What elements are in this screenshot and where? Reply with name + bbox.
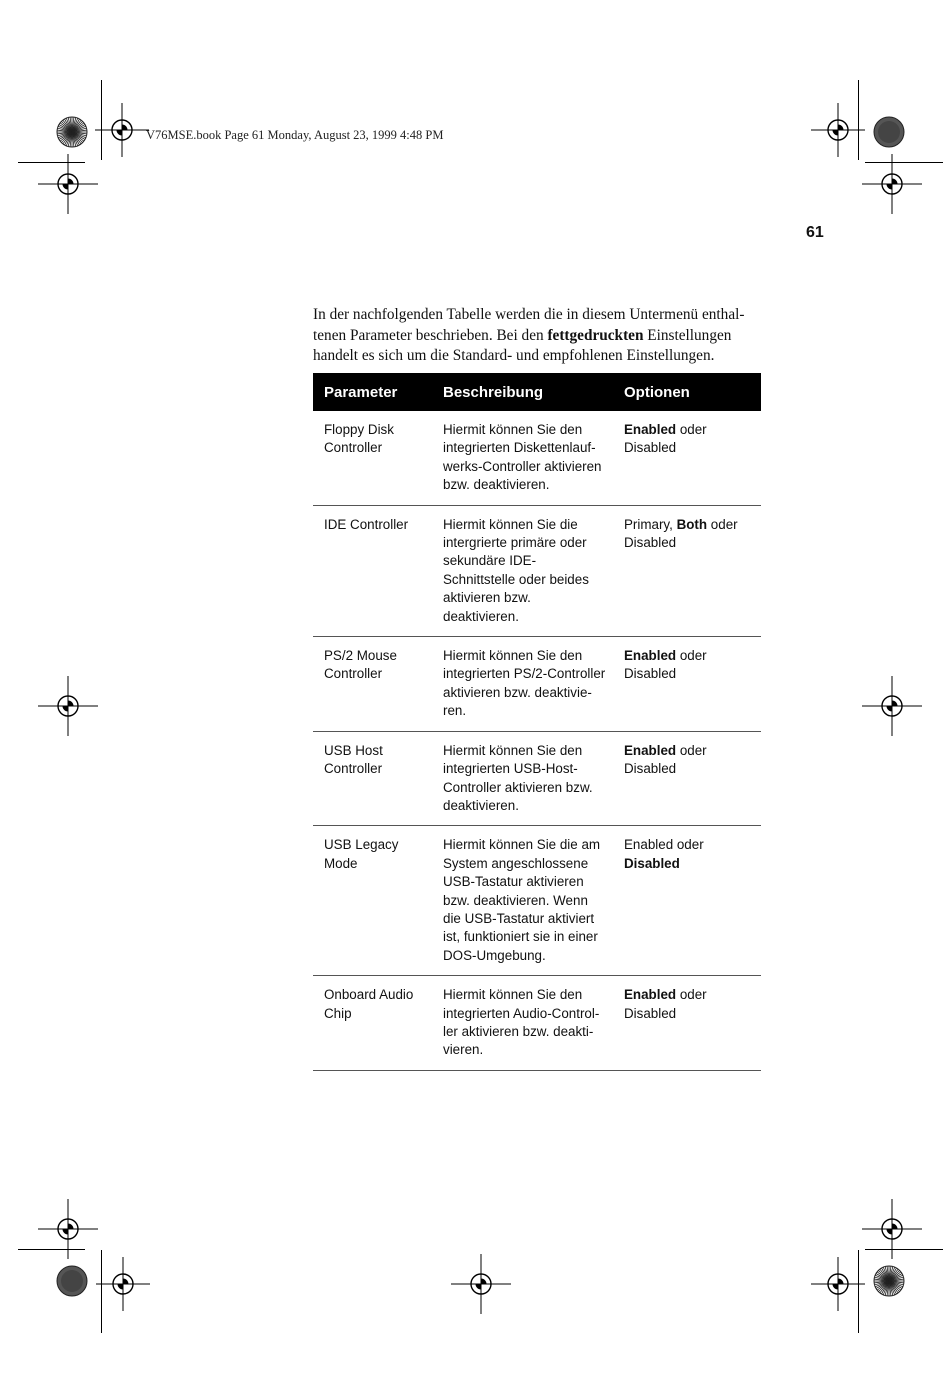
cell-description: Hiermit können Sie den integrierten Audio-Control-ler aktivieren bzw. deakti-vieren. <box>432 976 613 1071</box>
intro-text-1: In der nachfolgenden Tabelle werden die in diesem Untermenü enthal-tenen Parameter beschrieben. Bei den <box>313 306 745 344</box>
option-default: Enabled <box>624 648 677 664</box>
intro-paragraph <box>313 305 763 367</box>
option-default: Enabled <box>624 422 677 437</box>
cell-description: Hiermit können Sie den integrierten USB-Host-Controller aktivieren bzw. deaktivieren. <box>432 731 613 826</box>
print-header: V76MSE.book Page 61 Monday, August 23, 1999 4:48 PM <box>146 128 444 142</box>
registration-crosshair-icon <box>811 103 865 157</box>
table-row <box>313 411 761 505</box>
option-text: Primary, <box>624 516 677 532</box>
cell-options <box>613 411 761 505</box>
gray-disc-icon <box>56 1265 88 1297</box>
registration-crosshair-icon <box>811 1257 865 1311</box>
table-row <box>313 505 761 636</box>
registration-crosshair-icon <box>38 1199 98 1259</box>
option-default: Both <box>676 516 708 532</box>
header-parameter: Parameter <box>313 373 432 411</box>
intro-bold-text: fettgedruckten <box>547 326 644 344</box>
registration-crosshair-icon <box>96 1257 150 1311</box>
parameter-table <box>313 373 761 1071</box>
table-row <box>313 637 761 732</box>
table-row <box>313 731 761 826</box>
table-row <box>313 826 761 976</box>
cell-description: Hiermit können Sie die intergrierte primäre oder sekundäre IDE-Schnittstelle oder beides aktivieren bzw. deaktivieren. <box>432 505 613 636</box>
cell-options <box>613 826 761 976</box>
option-text: oder Disabled <box>624 516 738 551</box>
cell-description: Hiermit können Sie den integrierten PS/2-Controller aktivieren bzw. deaktivie-ren. <box>432 637 613 732</box>
registration-crosshair-icon <box>862 154 922 214</box>
gray-disc-icon <box>873 116 905 148</box>
option-text: oder Disabled <box>624 648 707 682</box>
cell-parameter: USB Host Controller <box>313 731 432 826</box>
cell-options <box>613 976 761 1071</box>
header-description: Beschreibung <box>432 373 613 411</box>
cell-parameter: PS/2 Mouse Controller <box>313 637 432 732</box>
registration-crosshair-icon <box>862 676 922 736</box>
table-row <box>313 976 761 1071</box>
intro-text-2: Einstellungen handelt es sich um die Standard- und empfohlenen Einstellungen. <box>313 326 732 365</box>
page-number: 61 <box>806 224 824 241</box>
option-default: Enabled <box>624 742 677 758</box>
registration-crosshair-icon <box>451 1254 511 1314</box>
cell-description: Hiermit können Sie den integrierten Diskettenlauf-werks-Controller aktivieren bzw. deaktivieren. <box>432 411 613 505</box>
cell-parameter: USB Legacy Mode <box>313 826 432 976</box>
table-body <box>313 411 761 1070</box>
option-text: oder Disabled <box>624 422 707 456</box>
cell-options <box>613 505 761 636</box>
cell-parameter: IDE Controller <box>313 505 432 636</box>
cell-parameter: Floppy Disk Controller <box>313 411 432 505</box>
option-text: oder Disabled <box>624 987 707 1021</box>
registration-crosshair-icon <box>38 154 98 214</box>
header-options: Optionen <box>613 373 761 411</box>
starburst-target-icon <box>56 116 88 148</box>
cell-options <box>613 637 761 732</box>
option-default: Enabled <box>624 987 677 1003</box>
starburst-target-icon <box>873 1265 905 1297</box>
option-text: oder Disabled <box>624 742 707 777</box>
option-text: Enabled oder <box>624 837 704 853</box>
cell-parameter: Onboard Audio Chip <box>313 976 432 1071</box>
cell-options <box>613 731 761 826</box>
registration-crosshair-icon <box>95 103 149 157</box>
table-header-row <box>313 373 761 411</box>
registration-crosshair-icon <box>38 676 98 736</box>
registration-crosshair-icon <box>862 1199 922 1259</box>
cell-description: Hiermit können Sie die am System angeschlossene USB-Tastatur aktivieren bzw. deaktivieren. Wenn die USB-Tastatur aktiviert ist, funktioniert sie in einer DOS-Umgebung. <box>432 826 613 976</box>
option-default: Disabled <box>624 855 680 871</box>
